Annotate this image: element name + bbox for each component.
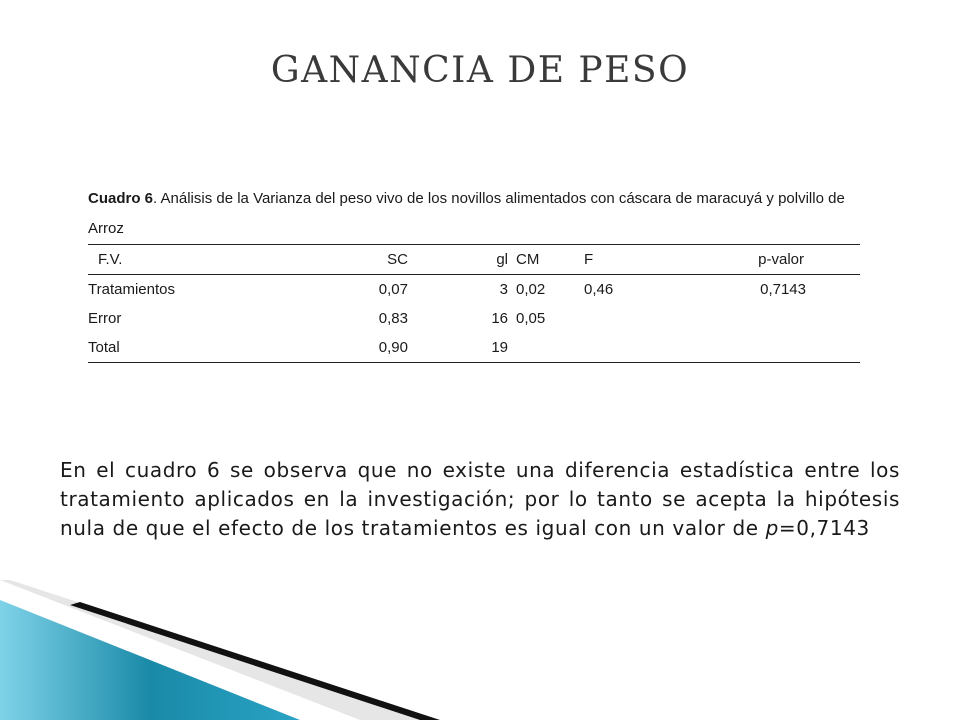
cell-p-valor: 0,7143: [760, 281, 806, 298]
conclusion-paragraph: [60, 456, 900, 543]
cell-gl: 3: [499, 281, 508, 298]
cell-fv: Tratamientos: [88, 281, 175, 298]
cell-gl: 16: [491, 310, 508, 327]
paragraph-text: En el cuadro 6 se observa que no existe una diferencia estadística entre los tratamiento aplicados en la investigación; por lo tanto se acepta la hipótesis nula de que el efecto de los tratamientos es igual con un valor de: [60, 458, 900, 540]
header-p-valor: p-valor: [758, 251, 804, 268]
slide-title: GANANCIA DE PESO: [270, 50, 690, 91]
header-f: F: [584, 251, 594, 268]
caption-text: . Análisis de la Varianza del peso vivo de los novillos alimentados con cáscara de maracuyá y polvillo de Arroz: [88, 190, 845, 237]
cell-f: [574, 304, 654, 333]
cell-p-valor: [654, 333, 860, 363]
table-row: [88, 304, 860, 333]
caption-label: Cuadro 6: [88, 190, 154, 207]
corner-decoration: [0, 580, 440, 720]
cell-gl: 19: [491, 339, 508, 356]
cell-sc: 0,83: [378, 310, 408, 327]
cell-sc: 0,90: [378, 339, 408, 356]
cell-sc: 0,07: [378, 281, 408, 298]
table-header-row: [88, 245, 860, 275]
cell-cm: [508, 333, 574, 363]
table-row: [88, 275, 860, 305]
header-sc: SC: [387, 251, 408, 268]
p-value: =0,7143: [778, 516, 870, 540]
header-fv: F.V.: [98, 251, 123, 268]
anova-table-block: [88, 184, 860, 363]
p-symbol: p: [765, 516, 779, 540]
cell-f: 0,46: [584, 281, 614, 298]
table-row: [88, 333, 860, 363]
cell-cm: 0,05: [516, 310, 546, 327]
header-gl: gl: [496, 251, 508, 268]
header-cm: CM: [516, 251, 540, 268]
cell-f: [574, 333, 654, 363]
anova-table: [88, 244, 860, 363]
cell-p-valor: [654, 304, 860, 333]
cell-cm: 0,02: [516, 281, 546, 298]
cell-fv: Error: [88, 310, 122, 327]
cell-fv: Total: [88, 339, 120, 356]
table-caption: [88, 184, 860, 244]
